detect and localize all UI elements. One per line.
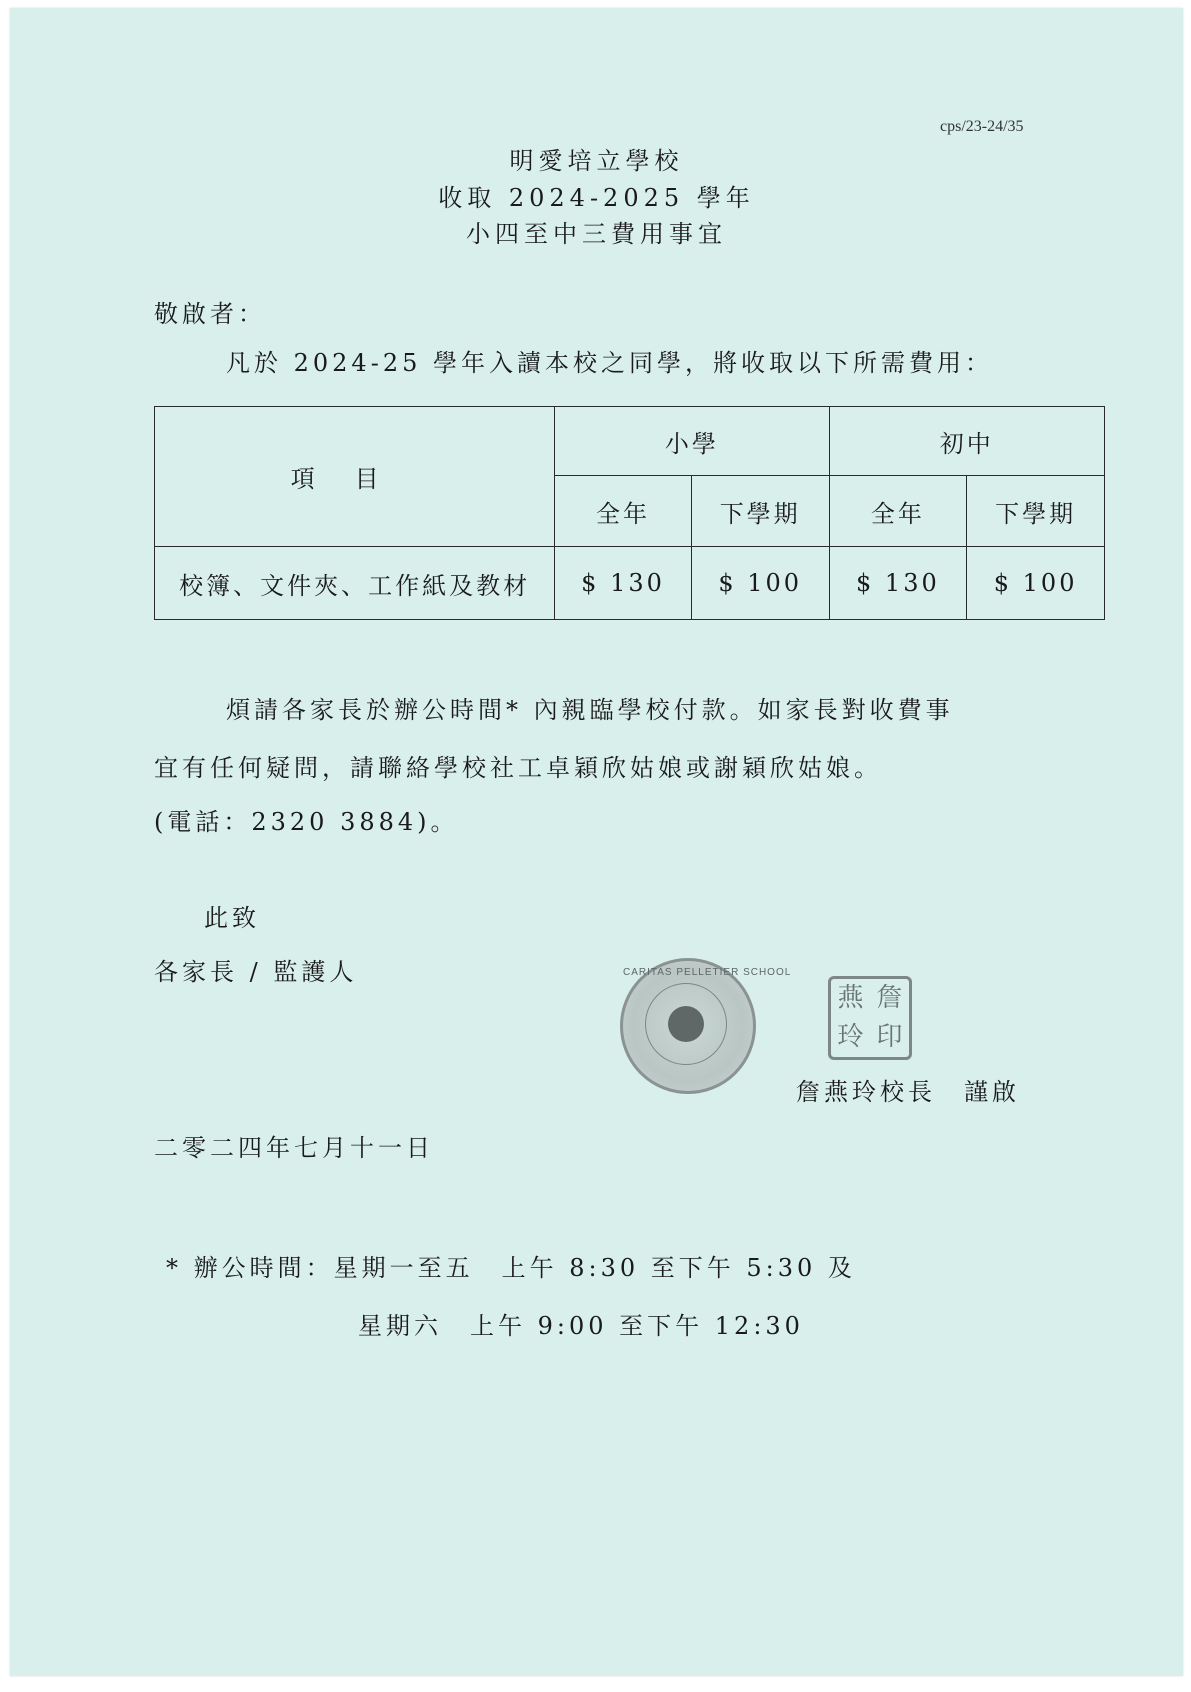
junior-full-fee: $ 130 [829, 547, 967, 620]
closing-recipient: 各家長 / 監護人 [154, 958, 358, 986]
item-cell: 校簿、文件夾、工作紙及教材 [155, 547, 555, 620]
primary-full-fee: $ 130 [555, 547, 692, 620]
table-row [155, 547, 1105, 620]
signature: 詹燕玲校長 謹啟 [796, 1078, 1020, 1106]
item-header: 項目 [155, 407, 555, 547]
junior-second-term-header: 下學期 [967, 476, 1105, 547]
stamp-char: 詹 [876, 983, 903, 1013]
title-year: 收取 2024-2025 學年 [438, 184, 755, 212]
office-hours-line-2: 星期六 上午 9:00 至下午 12:30 [358, 1312, 804, 1340]
stamp-char: 印 [876, 1022, 903, 1052]
primary-second-term-header: 下學期 [691, 476, 829, 547]
fee-table [154, 406, 1105, 620]
seal-inner-ring [645, 983, 727, 1065]
table-header-row [155, 407, 1105, 476]
title-subject: 小四至中三費用事宜 [466, 220, 727, 248]
intro-paragraph: 凡於 2024-25 學年入讀本校之同學，將收取以下所需費用： [226, 349, 993, 377]
closing-greeting: 此致 [204, 904, 260, 932]
junior-term-fee: $ 100 [967, 547, 1105, 620]
body-line-1: 煩請各家長於辦公時間* 內親臨學校付款。如家長對收費事 [226, 696, 954, 724]
salutation: 敬啟者： [154, 300, 266, 328]
document-page [10, 8, 1183, 1676]
reference-number: cps/23-24/35 [940, 118, 1024, 135]
primary-full-year-header: 全年 [555, 476, 692, 547]
letter-date: 二零二四年七月十一日 [154, 1134, 434, 1162]
body-line-3: (電話：2320 3884)。 [154, 808, 459, 836]
junior-full-year-header: 全年 [829, 476, 967, 547]
primary-header: 小學 [555, 407, 829, 476]
stamp-char: 燕 [837, 983, 864, 1013]
school-name: 明愛培立學校 [509, 147, 684, 175]
body-line-2: 宜有任何疑問，請聯絡學校社工卓穎欣姑娘或謝穎欣姑娘。 [154, 754, 882, 782]
primary-term-fee: $ 100 [691, 547, 829, 620]
seal-text: CARITAS PELLETIER SCHOOL [623, 967, 792, 978]
principal-stamp [828, 976, 912, 1060]
seal-emblem-icon [668, 1006, 704, 1042]
office-hours-line-1: * 辦公時間：星期一至五 上午 8:30 至下午 5:30 及 [166, 1254, 856, 1282]
school-seal [620, 958, 792, 1094]
junior-header: 初中 [829, 407, 1104, 476]
stamp-char: 玲 [837, 1022, 864, 1052]
